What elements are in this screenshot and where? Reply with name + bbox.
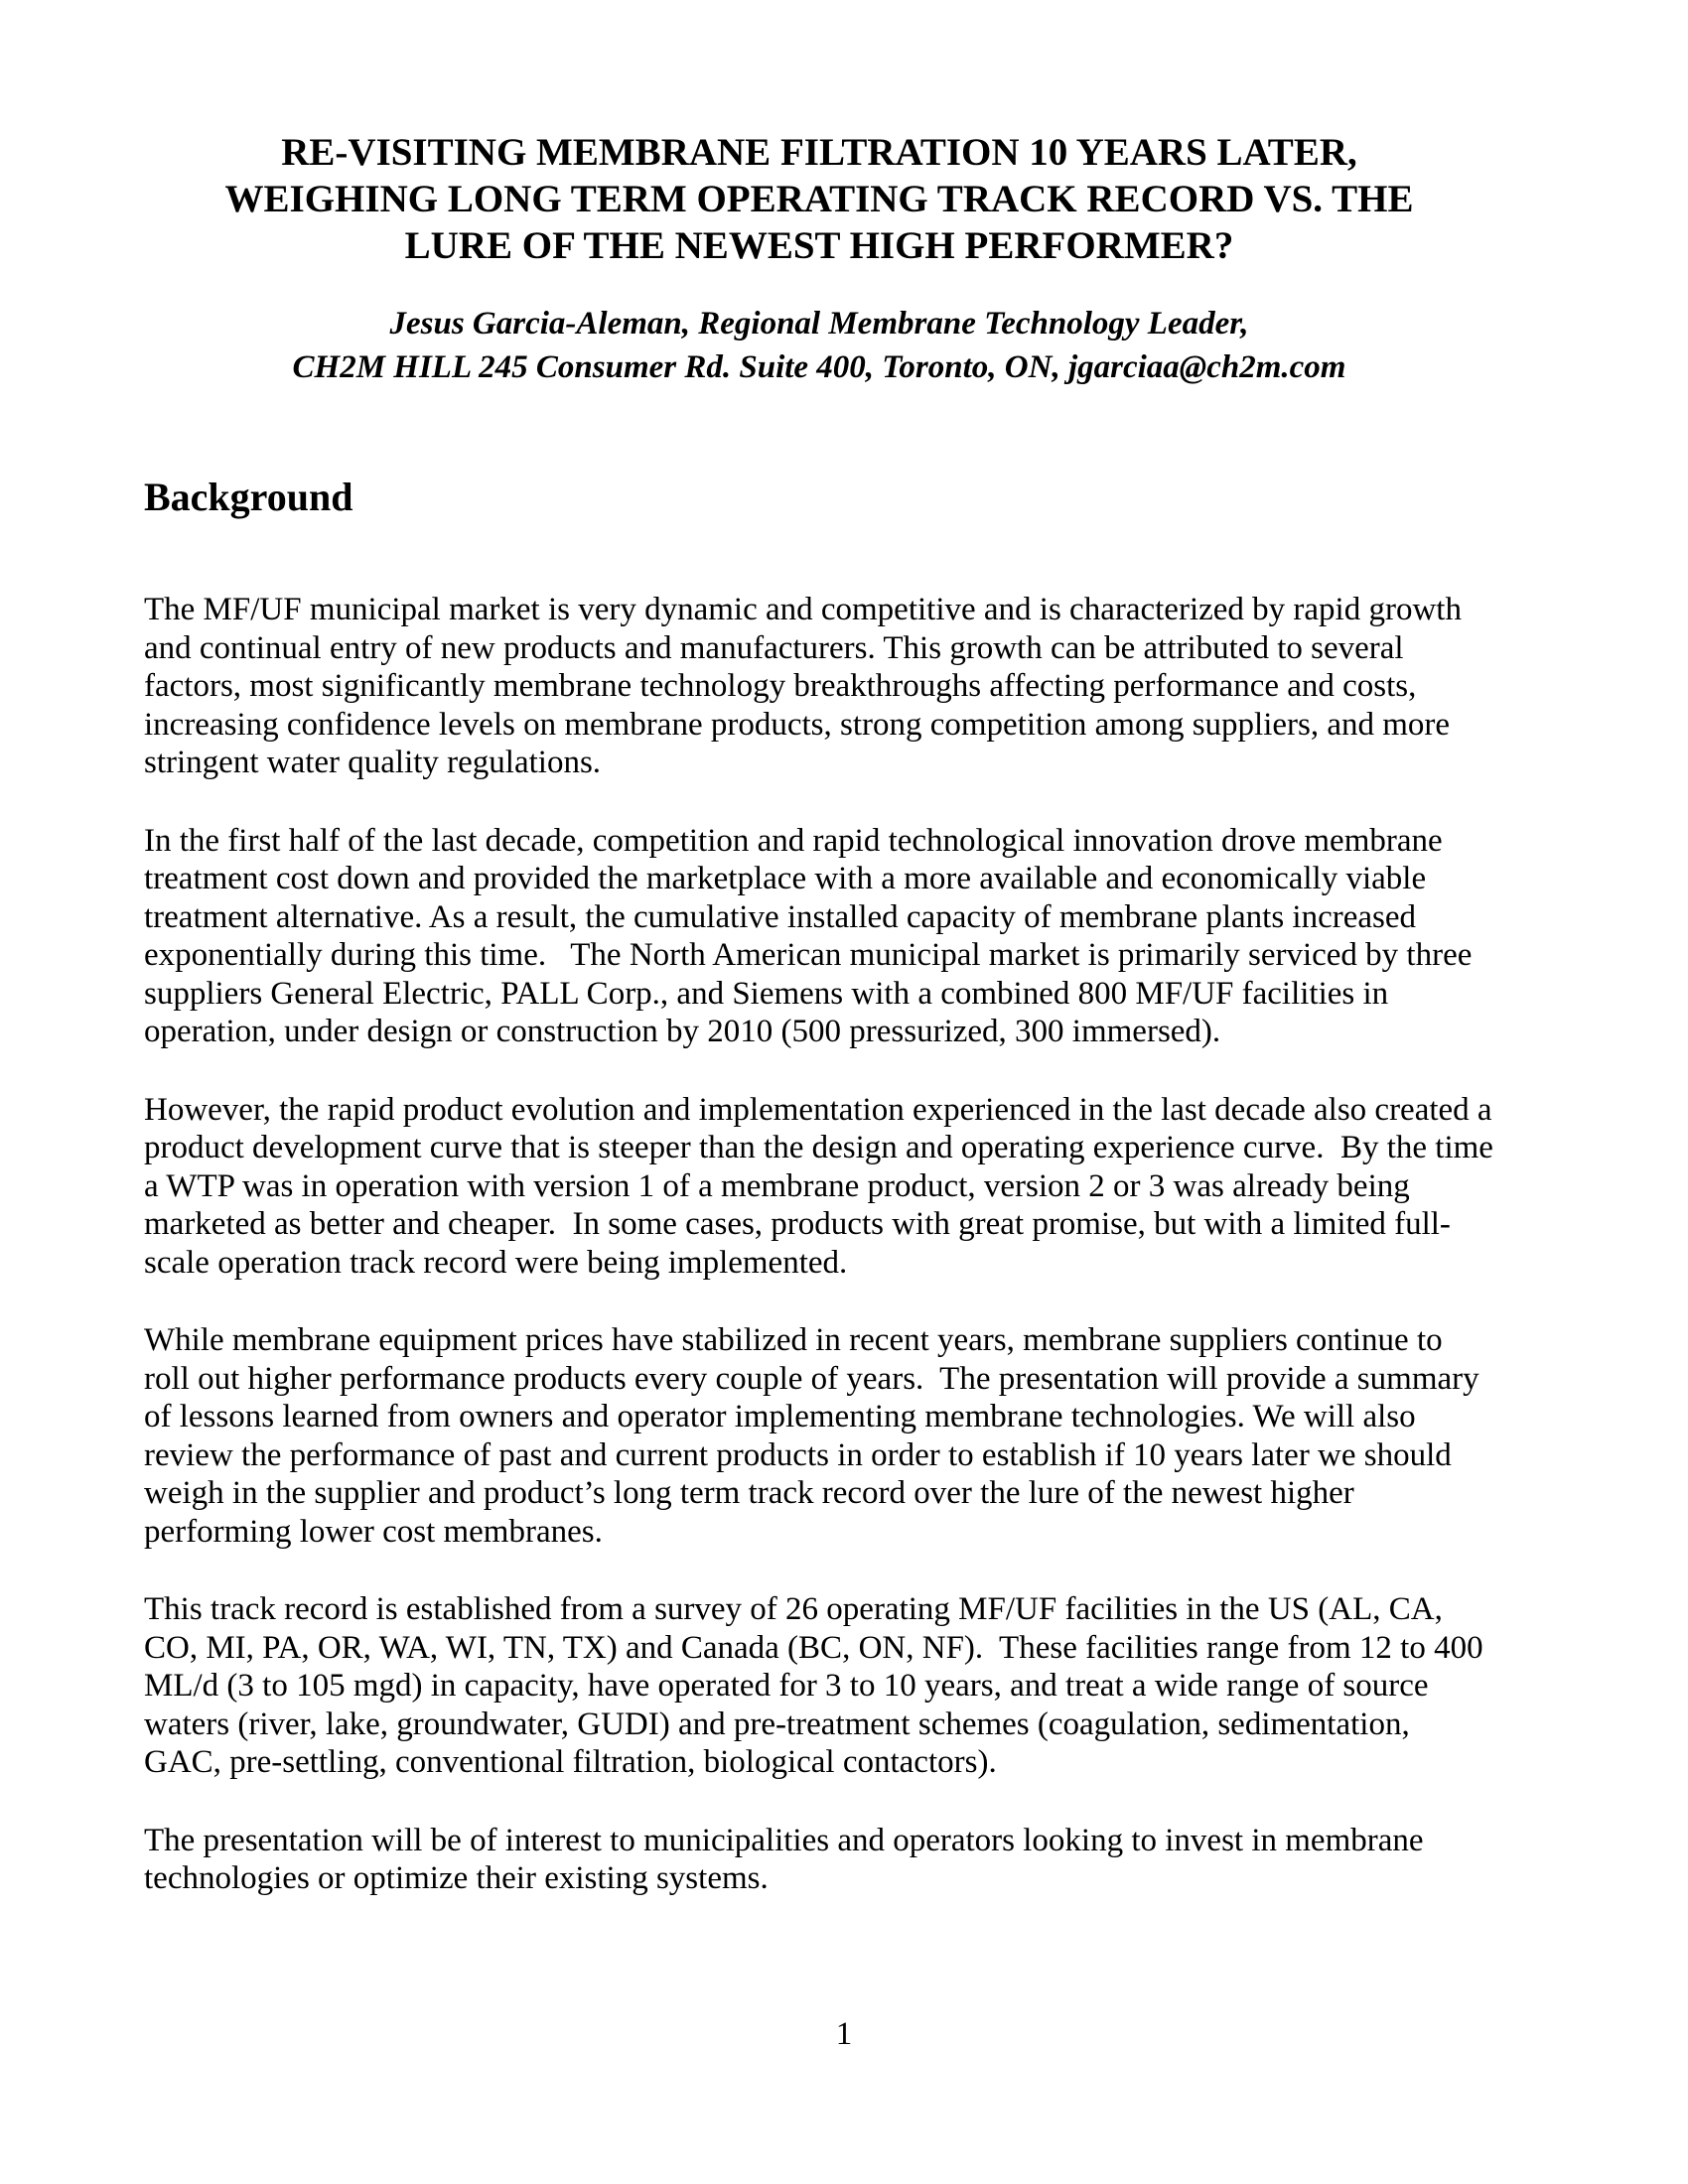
abstract-body xyxy=(144,591,1502,1898)
page-content-column xyxy=(144,0,1502,1898)
abstract-paragraph: While membrane equipment prices have stabilized in recent years, membrane suppliers continue to roll out higher performance products every couple of years. The presentation will provide a summary of lessons learned from owners and operator implementing membrane technologies. We will also review the performance of past and current products in order to establish if 10 years later we should weigh in the supplier and product’s long term track record over the lure of the newest higher performing lower cost membranes. xyxy=(144,1322,1487,1550)
page-number: 1 xyxy=(835,2016,853,2052)
paper-title-line: LURE OF THE NEWEST HIGH PERFORMER? xyxy=(404,224,1234,267)
paper-title-line: RE-VISITING MEMBRANE FILTRATION 10 YEARS LATER, xyxy=(281,131,1357,174)
paper-title-line: WEIGHING LONG TERM OPERATING TRACK RECORD VS. THE xyxy=(224,178,1414,220)
abstract-paragraph: In the first half of the last decade, competition and rapid technological innovation drove membrane treatment cost down and provided the marketplace with a more available and economically viable treatment alternative. As a result, the cumulative installed capacity of membrane plants increased exponentially during this time. The North American municipal market is primarily serviced by three suppliers General Electric, PALL Corp., and Siemens with a combined 800 MF/UF facilities in operation, under design or construction by 2010 (500 pressurized, 300 immersed). xyxy=(144,822,1480,1049)
author-affiliation-block xyxy=(144,302,1494,389)
author-line: Jesus Garcia-Aleman, Regional Membrane Technology Leader, xyxy=(389,306,1249,341)
abstract-paragraph: This track record is established from a survey of 26 operating MF/UF facilities in the US (AL, CA, CO, MI, PA, OR, WA, WI, TN, TX) and Canada (BC, ON, NF). These facilities range from 12 to 400 ML/d (3 to 105 mgd) in capacity, have operated for 3 to 10 years, and treat a wide range of source waters (river, lake, groundwater, GUDI) and pre-treatment schemes (coagulation, sedimentation, GAC, pre-settling, conventional filtration, biological contactors). xyxy=(144,1591,1491,1780)
abstract-paragraph: The presentation will be of interest to municipalities and operators looking to invest in membrane technologies or optimize their existing systems. xyxy=(144,1822,1432,1896)
abstract-paragraph: The MF/UF municipal market is very dynamic and competitive and is characterized by rapid growth and continual entry of new products and manufacturers. This growth can be attributed to several factors, most significantly membrane technology breakthroughs affecting performance and costs, increasing confidence levels on membrane products, strong competition among suppliers, and more stringent water quality regulations. xyxy=(144,592,1471,780)
affiliation-line: CH2M HILL 245 Consumer Rd. Suite 400, Toronto, ON, jgarciaa@ch2m.com xyxy=(292,349,1346,385)
abstract-paragraph: However, the rapid product evolution and implementation experienced in the last decade also created a product development curve that is steeper than the design and operating experience curve. By the time a WTP was in operation with version 1 of a membrane product, version 2 or 3 was already being marketed as better and cheaper. In some cases, products with great promise, but with a limited full-scale operation track record were being implemented. xyxy=(144,1091,1502,1281)
section-heading-background: Background xyxy=(144,475,353,519)
paper-title xyxy=(144,129,1494,269)
